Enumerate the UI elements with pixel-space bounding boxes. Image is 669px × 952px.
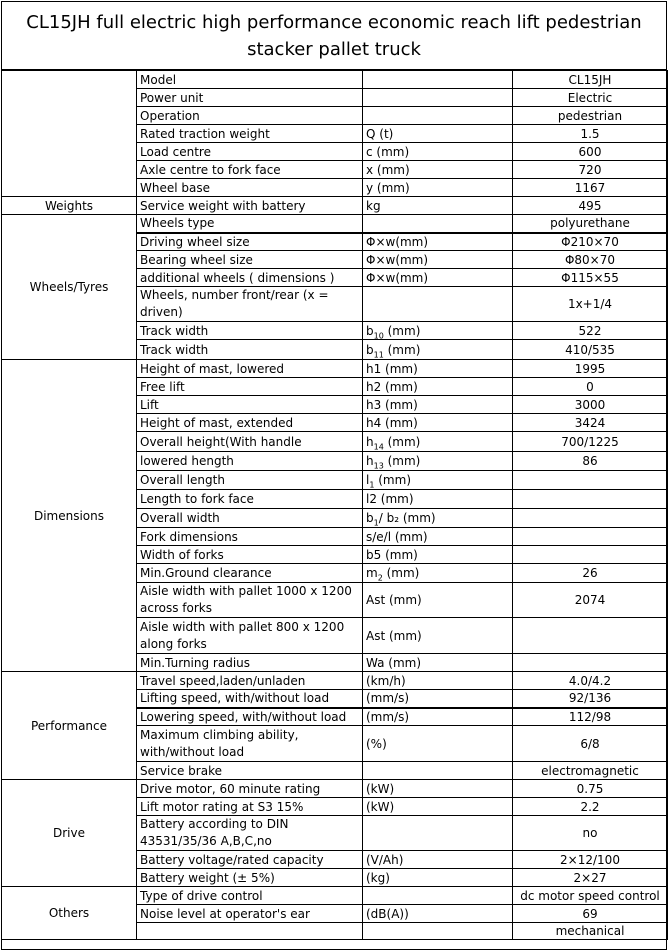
spec-value: 720 <box>513 161 668 179</box>
spec-unit: s/e/l (mm) <box>363 528 513 546</box>
spec-label: additional wheels ( dimensions ) <box>137 269 363 287</box>
spec-sheet <box>1 1 667 950</box>
spec-label: Model <box>137 71 363 89</box>
spec-label: Wheels, number front/rear (x = driven) <box>137 287 363 322</box>
spec-label: Noise level at operator's ear <box>137 905 363 923</box>
spec-unit: kg <box>363 197 513 215</box>
unit-suffix: (mm) <box>383 454 421 468</box>
spec-value: 3424 <box>513 414 668 432</box>
spec-value: 86 <box>513 452 668 471</box>
table-row <box>2 887 668 905</box>
spec-unit <box>363 89 513 107</box>
spec-label: Free lift <box>137 378 363 396</box>
group-label: Dimensions <box>2 360 137 672</box>
spec-label: Height of mast, lowered <box>137 360 363 378</box>
spec-label: Lifting speed, with/without load <box>137 690 363 708</box>
spec-unit: (kW) <box>363 780 513 798</box>
spec-value: pedestrian <box>513 107 668 125</box>
spec-label: Drive motor, 60 minute rating <box>137 780 363 798</box>
spec-table-body <box>2 71 668 940</box>
spec-unit: (kg) <box>363 869 513 887</box>
spec-label: Aisle width with pallet 800 x 1200 along forks <box>137 618 363 654</box>
unit-suffix: / b₂ (mm) <box>378 511 436 525</box>
group-label: Drive <box>2 780 137 887</box>
spec-value: no <box>513 816 668 851</box>
table-row <box>2 672 668 690</box>
spec-value: Φ210×70 <box>513 233 668 251</box>
unit-suffix: (mm) <box>382 566 420 580</box>
spec-unit <box>363 432 513 452</box>
spec-value: 1x+1/4 <box>513 287 668 322</box>
spec-value: 26 <box>513 564 668 583</box>
unit-suffix: (mm) <box>383 323 421 338</box>
spec-value: 3000 <box>513 396 668 414</box>
spec-unit <box>363 215 513 233</box>
spec-unit: (V/Ah) <box>363 851 513 869</box>
spec-label: Lowering speed, with/without load <box>137 708 363 726</box>
unit-subscript: 1 <box>369 480 375 490</box>
unit-suffix: (mm) <box>383 342 421 357</box>
spec-unit: (dB(A)) <box>363 905 513 923</box>
group-label: Performance <box>2 672 137 780</box>
page-title: CL15JH full electric high performance economic reach lift pedestrian stacker pallet truck <box>2 2 666 70</box>
spec-value: 69 <box>513 905 668 923</box>
spec-value: electromagnetic <box>513 762 668 780</box>
spec-label: Service weight with battery <box>137 197 363 215</box>
unit-subscript: 13 <box>373 461 384 471</box>
spec-label: Fork dimensions <box>137 528 363 546</box>
unit-subscript: 14 <box>373 441 384 451</box>
spec-label: Wheel base <box>137 179 363 197</box>
spec-value: 2×12/100 <box>513 851 668 869</box>
spec-label: Battery according to DIN 43531/35/36 A,B,C,no <box>137 816 363 851</box>
unit-subscript: 10 <box>373 330 384 340</box>
table-row <box>2 71 668 89</box>
unit-symbol: l <box>366 473 370 487</box>
spec-value <box>513 618 668 654</box>
spec-label: Battery voltage/rated capacity <box>137 851 363 869</box>
spec-unit: (mm/s) <box>363 690 513 708</box>
spec-table <box>1 70 668 940</box>
group-label: Wheels/Tyres <box>2 215 137 360</box>
spec-label: Type of drive control <box>137 887 363 905</box>
spec-value: 495 <box>513 197 668 215</box>
table-row <box>2 360 668 378</box>
spec-label: Maximum climbing ability, with/without load <box>137 726 363 762</box>
spec-value: 4.0/4.2 <box>513 672 668 690</box>
spec-label: Wheels type <box>137 215 363 233</box>
spec-label: Operation <box>137 107 363 125</box>
spec-value <box>513 546 668 564</box>
spec-label <box>137 923 363 940</box>
spec-unit <box>363 816 513 851</box>
spec-unit: Φ×w(mm) <box>363 233 513 251</box>
spec-unit: h3 (mm) <box>363 396 513 414</box>
spec-label: lowered hength <box>137 452 363 471</box>
spec-label: Travel speed,laden/unladen <box>137 672 363 690</box>
spec-unit: x (mm) <box>363 161 513 179</box>
spec-value: 1.5 <box>513 125 668 143</box>
spec-unit <box>363 471 513 490</box>
spec-unit <box>363 923 513 940</box>
group-label: Others <box>2 887 137 940</box>
spec-unit: Φ×w(mm) <box>363 251 513 269</box>
spec-value: 112/98 <box>513 708 668 726</box>
spec-value <box>513 654 668 672</box>
spec-value: 0 <box>513 378 668 396</box>
spec-label: Overall width <box>137 509 363 528</box>
spec-label: Load centre <box>137 143 363 161</box>
spec-value <box>513 528 668 546</box>
spec-value: 6/8 <box>513 726 668 762</box>
spec-unit: h1 (mm) <box>363 360 513 378</box>
spec-label: Power unit <box>137 89 363 107</box>
spec-value: 0.75 <box>513 780 668 798</box>
spec-value: 2.2 <box>513 798 668 816</box>
unit-symbol: h <box>366 454 374 468</box>
unit-symbol: b <box>366 323 374 338</box>
spec-label: Length to fork face <box>137 490 363 509</box>
spec-value: 410/535 <box>513 340 668 360</box>
unit-symbol: m <box>366 566 378 580</box>
unit-subscript: 11 <box>373 349 384 359</box>
spec-label: Overall length <box>137 471 363 490</box>
spec-unit: Ast (mm) <box>363 583 513 618</box>
spec-label: Min.Ground clearance <box>137 564 363 583</box>
spec-unit: c (mm) <box>363 143 513 161</box>
spec-unit <box>363 762 513 780</box>
spec-unit <box>363 887 513 905</box>
spec-unit: (%) <box>363 726 513 762</box>
spec-label: Axle centre to fork face <box>137 161 363 179</box>
spec-value: Φ80×70 <box>513 251 668 269</box>
unit-suffix: (mm) <box>374 473 411 487</box>
table-row <box>2 197 668 215</box>
spec-unit: Wa (mm) <box>363 654 513 672</box>
spec-label: Bearing wheel size <box>137 251 363 269</box>
spec-label: Overall height(With handle <box>137 432 363 452</box>
spec-unit: h2 (mm) <box>363 378 513 396</box>
spec-unit: Φ×w(mm) <box>363 269 513 287</box>
unit-subscript: 1 <box>373 518 379 528</box>
spec-value: CL15JH <box>513 71 668 89</box>
spec-unit <box>363 340 513 360</box>
spec-unit <box>363 509 513 528</box>
spec-label: Height of mast, extended <box>137 414 363 432</box>
spec-label: Service brake <box>137 762 363 780</box>
spec-value: 2×27 <box>513 869 668 887</box>
spec-value: 2074 <box>513 583 668 618</box>
spec-unit: (kW) <box>363 798 513 816</box>
spec-label: Rated traction weight <box>137 125 363 143</box>
spec-unit: l2 (mm) <box>363 490 513 509</box>
spec-unit <box>363 71 513 89</box>
spec-label: Driving wheel size <box>137 233 363 251</box>
spec-label: Min.Turning radius <box>137 654 363 672</box>
group-label: Weights <box>2 197 137 215</box>
spec-value: polyurethane <box>513 215 668 233</box>
spec-value: 522 <box>513 322 668 340</box>
spec-unit <box>363 322 513 340</box>
spec-unit: h4 (mm) <box>363 414 513 432</box>
unit-symbol: b <box>366 342 374 357</box>
spec-value <box>513 490 668 509</box>
unit-symbol: b <box>366 511 374 525</box>
spec-value <box>513 509 668 528</box>
spec-value: 1995 <box>513 360 668 378</box>
spec-value <box>513 471 668 490</box>
spec-label: Aisle width with pallet 1000 x 1200 across forks <box>137 583 363 618</box>
spec-unit <box>363 287 513 322</box>
spec-value: mechanical <box>513 923 668 940</box>
spec-unit: (mm/s) <box>363 708 513 726</box>
unit-symbol: h <box>366 434 374 449</box>
spec-value: 1167 <box>513 179 668 197</box>
spec-label: Lift motor rating at S3 15% <box>137 798 363 816</box>
group-label <box>2 71 137 197</box>
spec-label: Track width <box>137 340 363 360</box>
spec-value: dc motor speed control <box>513 887 668 905</box>
spec-value: Φ115×55 <box>513 269 668 287</box>
spec-label: Track width <box>137 322 363 340</box>
spec-unit: y (mm) <box>363 179 513 197</box>
spec-unit <box>363 107 513 125</box>
spec-value: 700/1225 <box>513 432 668 452</box>
spec-value: 600 <box>513 143 668 161</box>
unit-subscript: 2 <box>377 573 383 583</box>
spec-unit: (km/h) <box>363 672 513 690</box>
table-row <box>2 215 668 233</box>
spec-value: Electric <box>513 89 668 107</box>
table-row <box>2 780 668 798</box>
spec-label: Lift <box>137 396 363 414</box>
unit-suffix: (mm) <box>383 434 421 449</box>
spec-value: 92/136 <box>513 690 668 708</box>
spec-unit: Q (t) <box>363 125 513 143</box>
spec-unit <box>363 564 513 583</box>
spec-label: Battery weight (± 5%) <box>137 869 363 887</box>
spec-label: Width of forks <box>137 546 363 564</box>
spec-unit <box>363 452 513 471</box>
spec-unit: Ast (mm) <box>363 618 513 654</box>
spec-unit: b5 (mm) <box>363 546 513 564</box>
